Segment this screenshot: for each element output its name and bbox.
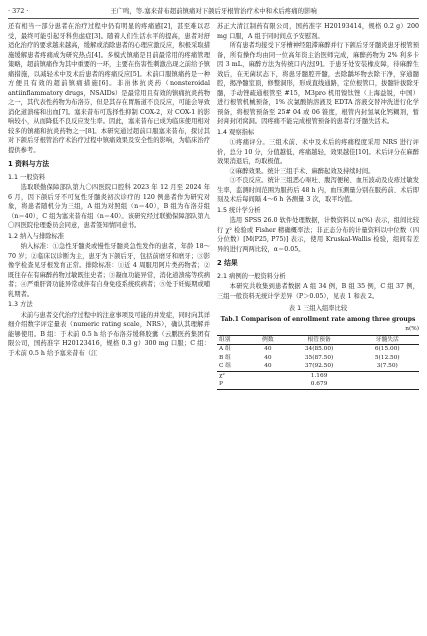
left-column: [8, 22, 210, 358]
running-header: [8, 6, 419, 19]
table-cell: B 组: [219, 354, 231, 361]
table-cell: [356, 380, 419, 389]
table-cell: 40: [264, 354, 272, 361]
table-header-cell: 组别: [217, 335, 253, 345]
table-caption-en: Tab.1 Comparison of enrollment rate among three groups: [220, 315, 416, 323]
table-cell: 3(7.50): [376, 363, 398, 370]
pain-score-paragraph: ①疼痛评分。三组术前、术中及术后的疼痛程度采用 NRS 进行评价，总分 10 分，分值越低，疼痛越轻，效果越佳[10]。术后评分在麻醉效果消退后，均取极值。: [217, 139, 419, 165]
subsection-heading-outcomes: 1.4 观察指标: [217, 128, 255, 136]
page-number: · 372 ·: [8, 7, 29, 15]
statistics-paragraph: 选用 SPSS 26.0 软件处理数据，计数资料以 n(%) 表示，组间比较行 χ² 检验或 Fisher 精确概率法；非正态分布的计量资料以中位数（四分位数）[M(P25, P75)] 表示，使用 Kruskal-Wallis 检验，组间有差异的进行两两比较，α＝0.05。: [217, 217, 419, 253]
subsection-heading-criteria: 1.2 纳入与排除标准: [8, 232, 65, 240]
table-header-cell: 根管预备: [283, 335, 356, 345]
procedure-paragraph: 所有患者均接受下牙槽神经阻滞麻醉并行下颌后牙牙髓炎患牙根管预备，所有操作均由同一位高年资主治医师完成，麻醉药物为 2% 利多卡因 3 mL，麻醉方法为传统口内法[9]。于患牙处安装橡皮障，待麻醉生效后，在无菌状态下，将患牙髓腔开髓，去除龋坏物去除干净，穿通髓腔，揭净髓室顶，修整洞形，形成直线通路，定位根管口，拔髓针拔除牙髓，手动锉疏通根管至 #15，M3pro 机用镍钛锉（上海益锐，中国）进行根管机械预备，1% 次氯酸钠溶液及 EDTA 溶液交替冲洗进行化学预备，将根管预备至 25# 04 或 06 锥度，根管内封氢氧化钙糊剂，暂封膏封闭窝洞。因疼痛不能完成根管预备的患者行牙髓失活术。: [217, 42, 419, 125]
criteria-paragraph: 纳入标准：①急性牙髓炎或慢性牙髓炎急性发作的患者，年龄 18～70 岁；②临床以诊断为主，患牙为下颌后牙，包括前磨牙和磨牙；③影像学检查见牙根发育正常。排除标准：①近 4 周服用阿片类药物者；②既往存在有麻醉药物过敏既往史者；③凝血功能异常，消化道溃疡等疾病者；④严重肝肾功能异常或伴有自身免疫系统疾病者；⑤处于妊娠期或哺乳期者。: [8, 243, 210, 298]
right-column: [217, 22, 419, 390]
subsection-heading-methods: 1.3 方法: [8, 301, 33, 308]
table-cell: [253, 380, 283, 389]
table-cell: 40: [264, 346, 272, 353]
table-cell: C 组: [219, 363, 232, 370]
table-unit: n(%): [405, 326, 419, 332]
table-row: [217, 354, 419, 363]
table-header-cell: 牙髓失活: [356, 335, 419, 345]
table-cell: χ²: [217, 371, 253, 380]
table-caption-cn: 表 1 三组入组率比较: [288, 305, 348, 312]
table-cell: 35(87.50): [304, 354, 334, 361]
section-heading-results: 2 结果: [217, 259, 238, 267]
adverse-reactions-paragraph: ③不良反应。统计三组恶心呕吐、腹泻便秘、血压波动及皮疹过敏发生率，监测时间范围为服药后 48 h 内，血压测量分别在服药前、术后即刻及术后每间隔 4～6 h 各测量 3 次，取平均值。: [217, 177, 419, 203]
table-stat-row: [217, 380, 419, 389]
subsection-heading-statistics: 1.5 统计学分析: [217, 206, 261, 214]
subsection-heading-general-data: 1.1 一般资料: [8, 173, 46, 181]
anesthesia-paragraph: ②麻醉效果。统计三组手术、麻醉起效及持续时间。: [229, 167, 375, 175]
general-data-paragraph: 选取联勤保障部队第九〇四医院口腔科 2023 年 12 月至 2024 年 6 月，因下颌后牙不可复性牙髓炎初次诊疗的 120 例患者作为研究对象，将患者随机分为三组，A 组为对照组（n＝40），B 组为布洛芬组（n＝40），C 组为塞来昔布组（n＝40）。该研究经过联勤保障部队第九〇四医院伦理委员会同意，患者签知情同意书。: [8, 184, 210, 229]
section-heading-materials-methods: 1 资料与方法: [8, 160, 50, 168]
table-cell: 6(15.00): [374, 346, 400, 353]
results-paragraph: 本研究共收集到患者数据 A 组 34 例，B 组 35 例，C 组 37 例，三组一般资料无统计学差异（P＞0.05），见表 1 和表 2。: [217, 283, 419, 300]
running-title: 王广鸣，等.塞来昔布超前镇痛对下颌后牙根管治疗术中和术后疼痛的影响: [110, 7, 317, 15]
table-cell: 34(85.00): [304, 346, 334, 353]
table-cell: [253, 371, 283, 380]
table-header-row: [217, 335, 419, 345]
table-cell: [356, 371, 419, 380]
methods-continued-paragraph: 苏正大清江制药有限公司，国药准字 H20193414，规格 0.2 g）200 mg 口服，A 组于同时间点予安慰剂。: [217, 23, 419, 40]
table-cell: 37(92.50): [304, 363, 334, 370]
enrollment-table: [217, 335, 419, 391]
table-stat-row: [217, 371, 419, 380]
table-row: [217, 345, 419, 354]
subsection-heading-general-analysis: 2.1 病例的一般资料分析: [217, 272, 286, 280]
table-cell: 5(12.50): [374, 354, 400, 361]
table-cell: 1.169: [283, 371, 356, 380]
table-cell: A 组: [219, 346, 231, 353]
table-cell: 0.679: [283, 380, 356, 389]
methods-paragraph: 术前与患者交代治疗过程中的注意事项及可能的并发症，同时向其详细介绍数字评定量表（numeric rating scale，NRS），确认其理解并能够使用。B 组：于术前 0.5 h 给予布洛芬缓释胶囊（云鹏医药集团有限公司，国药准字 H20123416，规格 0.3 g）300 mg 口服；C 组：于术前 0.5 h 给予塞来昔布（江: [8, 311, 210, 357]
table-cell: P: [217, 380, 253, 389]
table-cell: 40: [264, 363, 272, 370]
intro-paragraph: 还有相当一部分患者在治疗过程中仍有明显的疼痛感[2]，甚至难以忍受，最终可能引起牙科焦虑症[3]。随着人们生活水平的提高，患者对舒适化治疗的要求越来越高，缓解或消除患者的心理应激反应，积极采取措施缓解患者疼痛成为研究热点[4]。多模式镇痛是目前最常用的疼痛管理策略，超前镇痛作为其中重要的一环，主要在伤害性刺激出现之前给予镇痛措施，以减轻术中及术后患者的疼痛反应[5]。术前口服镇痛药是一种方便且有效的超前镇痛措施[6]。非甾体抗炎药（nonsteroidal antiinflammatory drugs，NSAIDs）是最常用且有效的镇痛抗炎药物之一，其代表性药物为布洛芬，但是其存在胃肠道不良反应，可能会导致消化道溃疡和出血[7]。塞来昔布可选择性抑制 COX-2，对 COX-1 的影响较小，从而降低不良反应发生率。因此，塞来昔布已成为临床使用相对较多的镇痛和抗炎药物之一[8]。本研究通过超前口服塞来昔布，探讨其对下颌后牙根管治疗术治疗过程中镇痛效果及安全性的影响，为临床治疗提供参考。: [8, 23, 210, 154]
table-header-cell: 例数: [253, 335, 283, 345]
table-row: [217, 362, 419, 371]
